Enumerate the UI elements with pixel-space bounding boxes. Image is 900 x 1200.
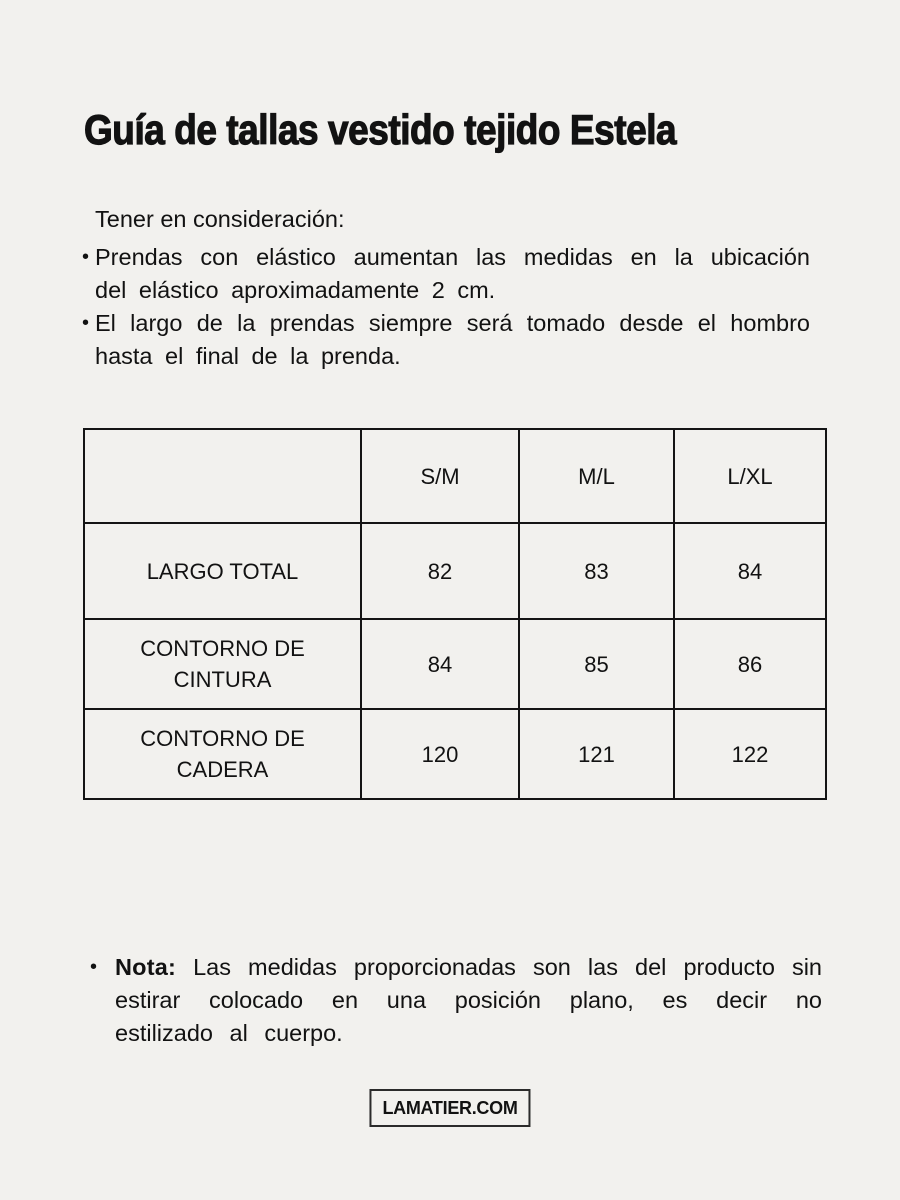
measure-label: CONTORNO DE CINTURA — [84, 619, 361, 709]
size-column-header: M/L — [519, 429, 674, 523]
table-row — [84, 709, 826, 799]
measure-label: LARGO TOTAL — [84, 523, 361, 619]
table-row — [84, 523, 826, 619]
list-item — [82, 241, 810, 307]
brand-name: LAMATIER.COM — [382, 1098, 518, 1118]
size-value-cell: 85 — [519, 619, 674, 709]
size-value-cell: 84 — [361, 619, 519, 709]
size-value-cell: 84 — [674, 523, 826, 619]
note-body: Las medidas proporcionadas son las del producto sin estirar colocado en una posición plano, es decir no estilizado al cuerpo. — [115, 954, 822, 1046]
considerations-list — [82, 241, 810, 373]
size-value-cell: 83 — [519, 523, 674, 619]
bullet-icon: • — [82, 246, 90, 268]
note-paragraph — [115, 951, 822, 1050]
considerations-section — [82, 203, 810, 373]
size-value-cell: 86 — [674, 619, 826, 709]
list-item — [82, 307, 810, 373]
size-value-cell: 122 — [674, 709, 826, 799]
size-column-header: L/XL — [674, 429, 826, 523]
size-value-cell: 82 — [361, 523, 519, 619]
page-title: Guía de tallas vestido tejido Estela — [84, 106, 677, 153]
table-header-row — [84, 429, 826, 523]
measure-label: CONTORNO DE CADERA — [84, 709, 361, 799]
size-table — [83, 428, 827, 800]
brand-badge — [369, 1089, 530, 1127]
bullet-icon: • — [82, 312, 90, 334]
size-column-header: S/M — [361, 429, 519, 523]
considerations-intro: Tener en consideración: — [95, 206, 345, 232]
consideration-text: El largo de la prendas siempre será tomado desde el hombro hasta el final de la prenda. — [95, 310, 810, 369]
note-section — [90, 951, 822, 1050]
size-value-cell: 120 — [361, 709, 519, 799]
note-label: Nota: — [115, 954, 177, 980]
consideration-text: Prendas con elástico aumentan las medidas en la ubicación del elástico aproximadamente 2 cm. — [95, 244, 810, 303]
bullet-icon: • — [90, 956, 98, 978]
size-value-cell: 121 — [519, 709, 674, 799]
table-row — [84, 619, 826, 709]
table-corner-cell — [84, 429, 361, 523]
